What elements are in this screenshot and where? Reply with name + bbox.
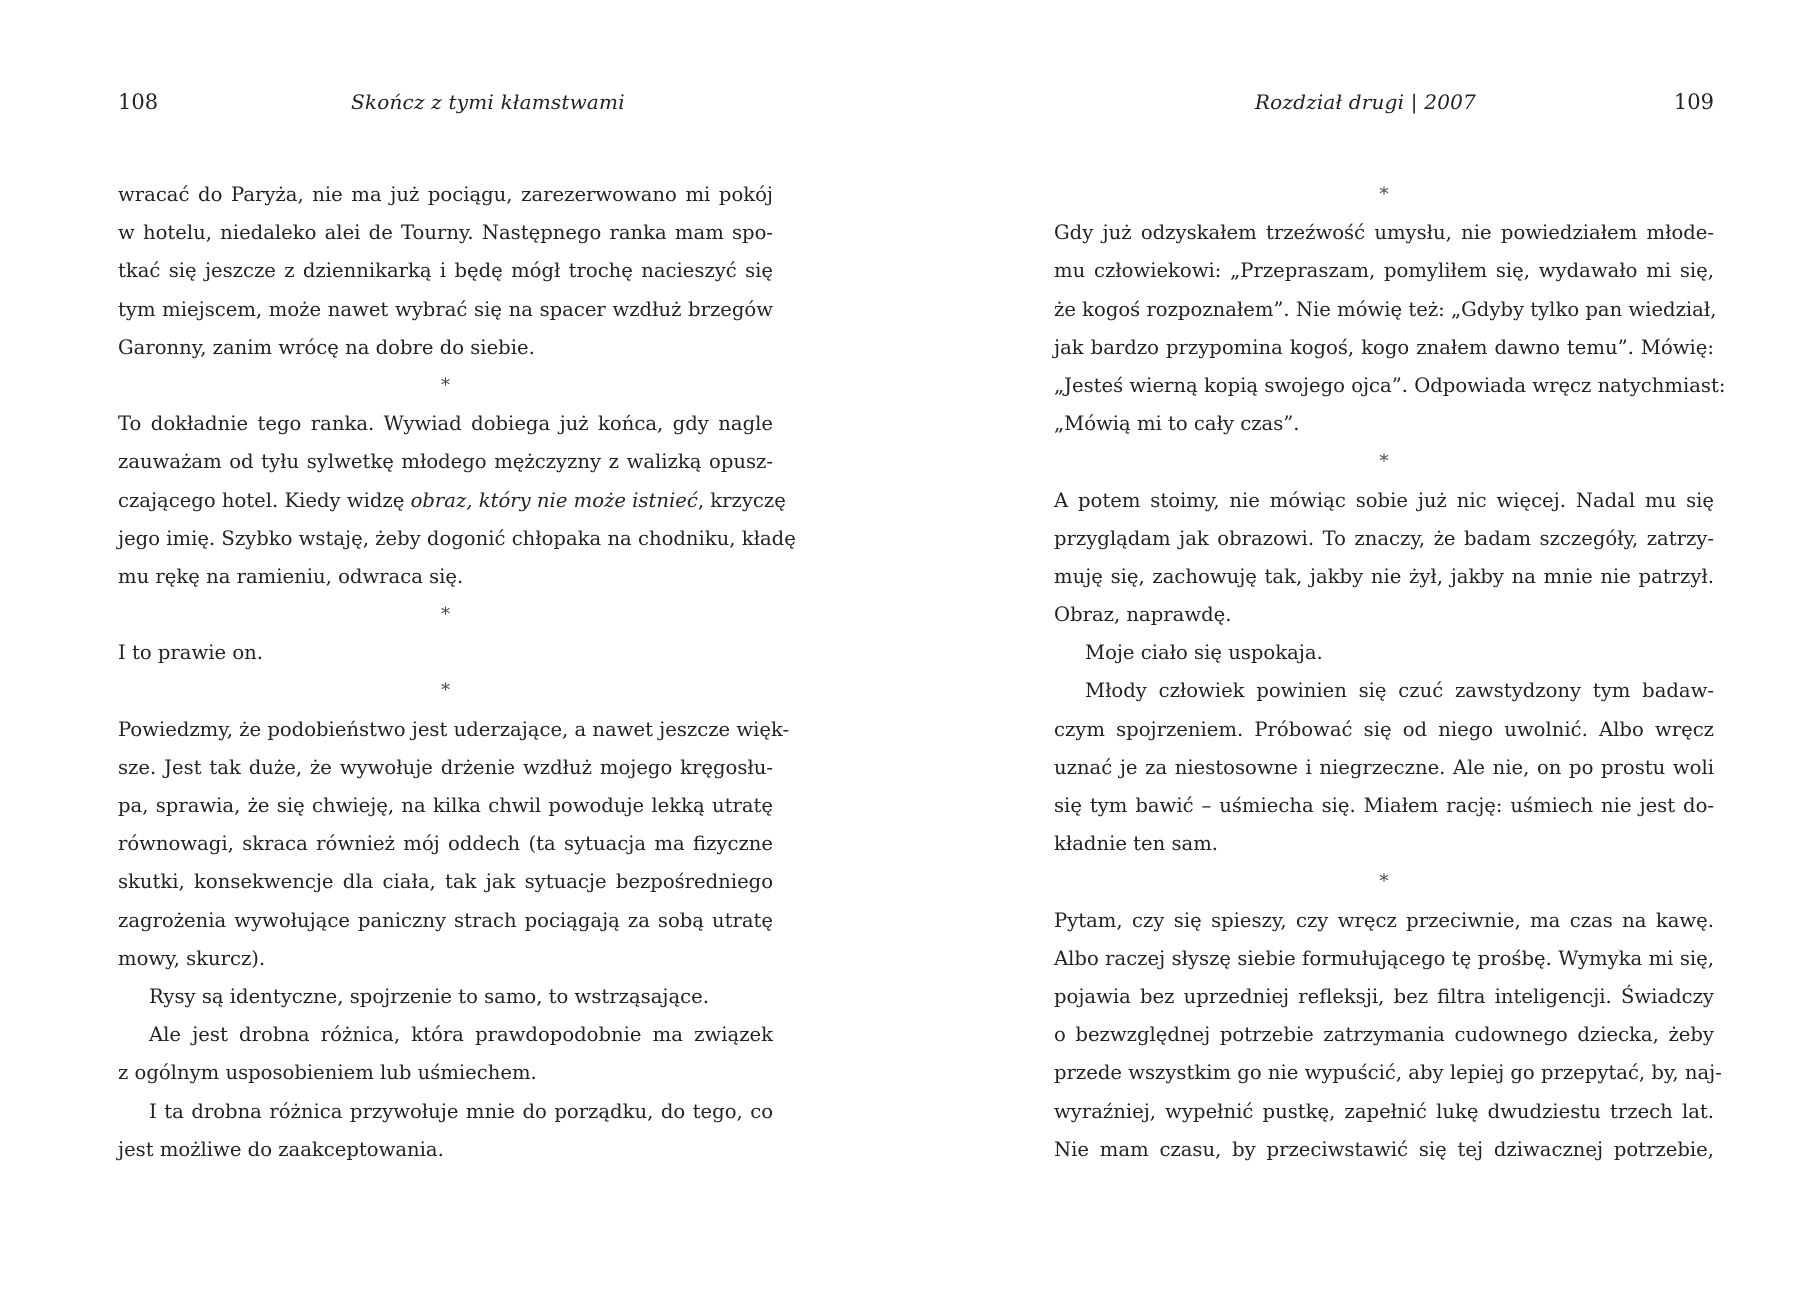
text-line: tym miejscem, może nawet wybrać się na spacer wzdłuż brzegów — [118, 297, 773, 321]
text-line — [118, 482, 786, 520]
section-break-asterisk: * — [1379, 871, 1389, 893]
text-line: pa, sprawia, że się chwieję, na kilka chwil powoduje lekką utratę — [118, 794, 773, 817]
text-segment: , krzyczę — [697, 488, 786, 512]
text-line: czym spojrzeniem. Próbować się od niego uwolnić. Albo wręcz — [1054, 717, 1714, 741]
text-line: Albo raczej słyszę siebie formułującego tę prośbę. Wymyka mi się, — [1054, 946, 1714, 970]
left-body-text — [118, 176, 796, 1169]
text-line: zagrożenia wywołujące paniczny strach pociągają za sobą utratę — [118, 908, 773, 932]
text-line: Obraz, naprawdę. — [1054, 603, 1232, 627]
text-line: przyglądam jak obrazowi. To znaczy, że badam szczegóły, zatrzy- — [1054, 526, 1714, 550]
text-line: To dokładnie tego ranka. Wywiad dobiega już końca, gdy nagle — [118, 412, 773, 436]
text-line: sze. Jest tak duże, że wywołuje drżenie wzdłuż mojego kręgosłu- — [118, 755, 773, 779]
text-line: jego imię. Szybko wstaję, żeby dogonić chłopaka na chodniku, kładę — [118, 526, 796, 550]
text-line: mu rękę na ramieniu, odwraca się. — [118, 564, 464, 588]
text-line: skutki, konsekwencje dla ciała, tak jak sytuacje bezpośredniego — [118, 870, 773, 894]
text-line: Garonny, zanim wrócę na dobre do siebie. — [118, 335, 535, 359]
section-break-asterisk: * — [441, 680, 450, 702]
section-break-asterisk: * — [441, 374, 450, 396]
text-line: równowagi, skraca również mój oddech (ta sytuacja ma fizyczne — [118, 832, 773, 856]
text-line: kładnie ten sam. — [1054, 832, 1219, 856]
text-line: z ogólnym usposobieniem lub uśmiechem. — [118, 1061, 537, 1085]
text-line: Powiedzmy, że podobieństwo jest uderzające, a nawet jeszcze więk- — [118, 717, 790, 741]
text-line: zauważam od tyłu sylwetkę młodego mężczyzny z walizką opusz- — [118, 450, 773, 474]
right-running-head — [1054, 84, 1714, 120]
text-line: że kogoś rozpoznałem”. Nie mówię też: „Gdyby tylko pan wiedział, — [1054, 297, 1717, 321]
text-line: I ta drobna różnica przywołuje mnie do porządku, do tego, co — [149, 1099, 773, 1123]
italic-phrase: obraz, który nie może istnieć — [410, 488, 698, 512]
section-break-asterisk: * — [441, 604, 450, 626]
text-line: wyraźniej, wypełnić pustkę, zapełnić lukę dwudziestu trzech lat. — [1054, 1099, 1714, 1123]
text-line: jak bardzo przypomina kogoś, kogo znałem dawno temu”. Mówię: — [1054, 335, 1714, 359]
text-line: wracać do Paryża, nie ma już pociągu, zarezerwowano mi pokój — [118, 183, 773, 206]
text-line: się tym bawić – uśmiecha się. Miałem rację: uśmiech nie jest do- — [1054, 794, 1714, 817]
text-line: Pytam, czy się spieszy, czy wręcz przeciwnie, ma czas na kawę. — [1054, 908, 1714, 932]
text-line: Gdy już odzyskałem trzeźwość umysłu, nie powiedziałem młode- — [1054, 221, 1714, 245]
left-running-head — [118, 84, 773, 120]
section-break-asterisk: * — [1379, 451, 1389, 473]
text-line: o bezwzględnej potrzebie zatrzymania cudownego dziecka, żeby — [1054, 1023, 1714, 1047]
text-line: Nie mam czasu, by przeciwstawić się tej dziwacznej potrzebie, — [1054, 1137, 1714, 1161]
text-line: w hotelu, niedaleko alei de Tourny. Następnego ranka mam spo- — [118, 221, 773, 245]
text-line: Moje ciało się uspokaja. — [1085, 641, 1323, 665]
text-line: muję się, zachowuję tak, jakby nie żył, jakby na mnie nie patrzył. — [1054, 564, 1714, 588]
text-line: jest możliwe do zaakceptowania. — [118, 1137, 444, 1161]
text-segment: czającego hotel. Kiedy widzę — [118, 488, 411, 512]
left-page — [118, 0, 796, 1300]
text-line: Ale jest drobna różnica, która prawdopodobnie ma związek — [149, 1023, 773, 1047]
text-line: A potem stoimy, nie mówiąc sobie już nic więcej. Nadal mu się — [1054, 488, 1714, 512]
text-line: „Mówią mi to cały czas”. — [1054, 412, 1300, 436]
right-body-text — [1054, 176, 1726, 1169]
text-line: „Jesteś wierną kopią swojego ojca”. Odpowiada wręcz natychmiast: — [1054, 373, 1726, 397]
text-line: tkać się jeszcze z dziennikarką i będę mógł trochę nacieszyć się — [118, 259, 773, 283]
right-page — [1054, 0, 1726, 1300]
left-running-title: Skończ z tymi kłamstwami — [351, 90, 625, 114]
text-line: Młody człowiek powinien się czuć zawstydzony tym badaw- — [1085, 679, 1714, 703]
text-line: mu człowiekowi: „Przepraszam, pomyliłem się, wydawało mi się, — [1054, 259, 1714, 283]
right-page-number: 109 — [1673, 90, 1714, 114]
section-break-asterisk: * — [1379, 184, 1389, 205]
text-line: Rysy są identyczne, spojrzenie to samo, to wstrząsające. — [149, 984, 709, 1008]
text-line: uznać je za niestosowne i niegrzeczne. Ale nie, on po prostu woli — [1054, 755, 1714, 779]
text-line: przede wszystkim go nie wypuścić, aby lepiej go przepytać, by, naj- — [1054, 1061, 1722, 1085]
left-page-number: 108 — [118, 90, 159, 114]
text-line: pojawia bez uprzedniej refleksji, bez filtra inteligencji. Świadczy — [1054, 984, 1714, 1008]
text-line: I to prawie on. — [118, 641, 263, 665]
right-running-title: Rozdział drugi | 2007 — [1254, 90, 1476, 114]
text-line: mowy, skurcz). — [118, 946, 266, 970]
